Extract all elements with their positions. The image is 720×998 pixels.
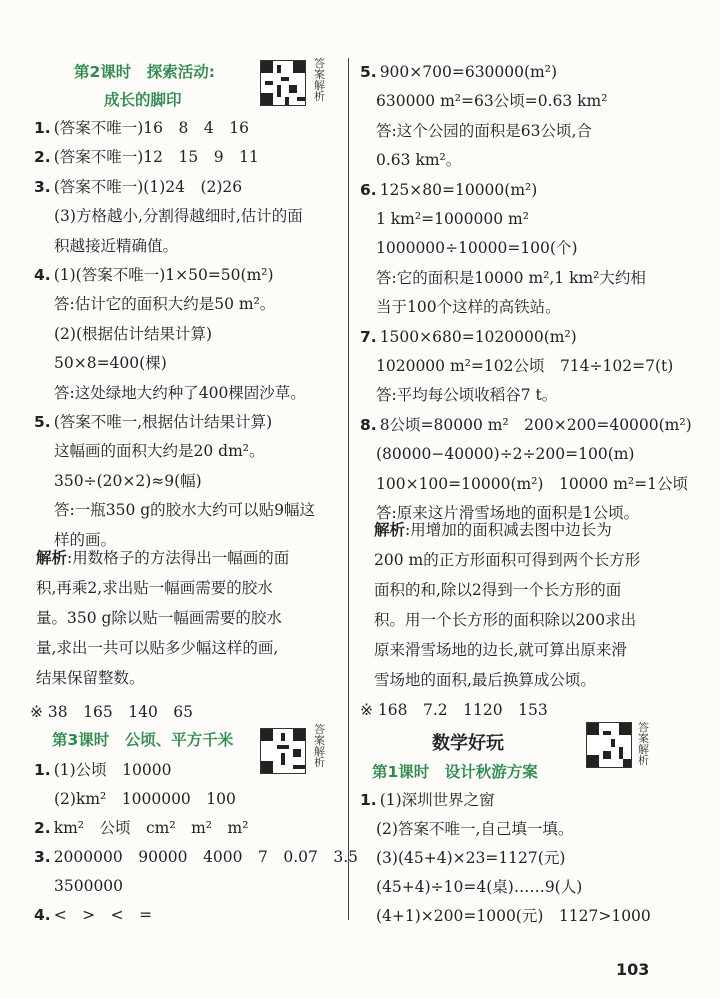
answer-text: 1 km²=1000000 m² bbox=[376, 210, 529, 228]
answer-line bbox=[54, 789, 236, 809]
answer-line-numbered bbox=[34, 118, 249, 138]
answer-line bbox=[54, 383, 306, 403]
jiexi-line: 量,求出一共可以贴多少幅这样的画, bbox=[36, 639, 279, 657]
qr-code-icon bbox=[260, 728, 306, 774]
answer-text: (2)(根据估计结果计算) bbox=[54, 324, 213, 343]
answer-line bbox=[376, 444, 634, 464]
answer-text: (3)方格越小,分割得越细时,估计的面 bbox=[54, 207, 303, 226]
answer-line-numbered bbox=[360, 790, 495, 810]
section-title: 数学好玩 bbox=[432, 733, 504, 754]
answer-line-numbered bbox=[34, 177, 242, 197]
answer-text: 积越接近精确值。 bbox=[54, 236, 179, 255]
answer-text: 当于100个这样的高铁站。 bbox=[376, 298, 561, 317]
answer-line bbox=[376, 877, 582, 897]
answer-line bbox=[376, 906, 651, 926]
answer-text: < > < = bbox=[53, 906, 153, 924]
question-number: 7. bbox=[360, 327, 377, 346]
answer-text: 1500×680=1020000(m²) bbox=[379, 327, 577, 346]
answer-line bbox=[54, 471, 202, 491]
answer-line-numbered bbox=[34, 818, 248, 838]
answer-text: (1)公顷 10000 bbox=[53, 761, 172, 779]
answer-text: 350÷(20×2)≈9(幅) bbox=[54, 471, 202, 490]
answer-text: (答案不唯一)16 8 4 16 bbox=[53, 119, 249, 137]
jiexi-line: 解析:用数格子的方法得出一幅画的面 bbox=[36, 549, 290, 567]
question-number: 2. bbox=[34, 148, 51, 167]
answer-line bbox=[54, 324, 212, 344]
jiexi-line: 雪场地的面积,最后换算成公顷。 bbox=[374, 671, 596, 689]
answer-line bbox=[376, 474, 688, 494]
answer-text: (45+4)÷10=4(桌)……9(人) bbox=[376, 878, 583, 896]
answer-text: (80000−40000)÷2÷200=100(m) bbox=[376, 445, 635, 464]
question-number: 4. bbox=[34, 266, 51, 284]
answer-line bbox=[376, 848, 565, 868]
answer-text: 3500000 bbox=[54, 877, 124, 895]
answer-text: (2)km² 1000000 100 bbox=[54, 790, 236, 808]
answer-text: 样的画。 bbox=[54, 530, 117, 549]
answer-line bbox=[376, 209, 529, 229]
answer-text: 答:一瓶350 g的胶水大约可以贴9幅这 bbox=[54, 501, 316, 520]
answer-line bbox=[54, 353, 167, 373]
answer-text: 答:这个公园的面积是63公顷,合 bbox=[376, 121, 592, 140]
answer-text: (2)答案不唯一,自己填一填。 bbox=[376, 820, 574, 838]
answer-text: 630000 m²=63公顷=0.63 km² bbox=[376, 92, 608, 111]
answer-line-numbered bbox=[34, 760, 171, 780]
answer-text: 1000000÷10000=100(个) bbox=[376, 239, 578, 258]
answer-line bbox=[54, 441, 265, 461]
answer-line bbox=[54, 530, 116, 550]
jiexi-line: 面积的和,除以2得到一个长方形的面 bbox=[374, 581, 622, 599]
column-divider bbox=[348, 58, 349, 920]
jiexi-line: 结果保留整数。 bbox=[36, 669, 145, 687]
answer-line bbox=[376, 238, 578, 258]
answer-line-numbered bbox=[360, 180, 537, 200]
jiexi-line: 原来滑雪场地的边长,就可算出原来滑 bbox=[374, 641, 627, 659]
question-number: 6. bbox=[360, 180, 377, 199]
lesson-heading: 第2课时 探索活动: bbox=[74, 63, 215, 81]
question-number: 3. bbox=[34, 177, 51, 196]
answer-line bbox=[376, 150, 461, 170]
answer-line bbox=[376, 268, 646, 288]
question-number: 1. bbox=[34, 761, 51, 779]
question-number: 1. bbox=[360, 791, 377, 809]
qr-code-icon bbox=[260, 60, 306, 106]
answer-text: 8公顷=80000 m² 200×200=40000(m²) bbox=[379, 415, 692, 434]
page-number: 103 bbox=[616, 960, 650, 979]
answer-text: 这幅画的面积大约是20 dm²。 bbox=[54, 442, 265, 461]
answer-line-numbered bbox=[360, 415, 692, 435]
answer-text: 0.63 km²。 bbox=[376, 151, 462, 170]
jiexi-line: 200 m的正方形面积可得到两个长方形 bbox=[374, 551, 641, 569]
answer-line-numbered bbox=[34, 905, 152, 925]
answer-line bbox=[376, 91, 607, 111]
answer-line bbox=[376, 356, 673, 376]
answer-text: 100×100=10000(m²) 10000 m²=1公顷 bbox=[376, 474, 688, 493]
answer-line-numbered bbox=[34, 412, 272, 432]
answer-text: (答案不唯一,根据估计结果计算) bbox=[53, 413, 273, 431]
answer-text: (3)(45+4)×23=1127(元) bbox=[376, 849, 566, 867]
answer-line-numbered bbox=[34, 147, 259, 167]
jiexi-line: 积,再乘2,求出贴一幅画需要的胶水 bbox=[36, 579, 273, 597]
extra-answers: ※ 168 7.2 1120 153 bbox=[360, 701, 548, 719]
answer-line bbox=[376, 819, 573, 839]
jiexi-line: 积。用一个长方形的面积除以200求出 bbox=[374, 611, 637, 629]
qr-label: 答案解析 bbox=[314, 723, 325, 769]
answer-text: 答:估计它的面积大约是50 m²。 bbox=[54, 295, 276, 314]
answer-line bbox=[54, 236, 178, 256]
answer-text: 答:原来这片滑雪场地的面积是1公顷。 bbox=[376, 504, 640, 522]
answer-text: 900×700=630000(m²) bbox=[379, 63, 558, 81]
answer-line bbox=[376, 121, 592, 141]
question-number: 2. bbox=[34, 819, 51, 837]
question-number: 1. bbox=[34, 119, 51, 137]
answer-text: 125×80=10000(m²) bbox=[379, 180, 538, 199]
answer-line-numbered bbox=[360, 327, 577, 347]
answer-text: (4+1)×200=1000(元) 1127>1000 bbox=[376, 907, 651, 925]
answer-line-numbered bbox=[34, 847, 358, 867]
answer-text: (1)深圳世界之窗 bbox=[379, 791, 495, 809]
answer-line bbox=[54, 294, 275, 314]
extra-answers: ※ 38 165 140 65 bbox=[30, 703, 194, 721]
answer-text: 答:这处绿地大约种了400棵固沙草。 bbox=[54, 383, 306, 402]
answer-text: 1020000 m²=102公顷 714÷102=7(t) bbox=[376, 357, 674, 375]
lesson-heading: 第1课时 设计秋游方案 bbox=[372, 763, 538, 781]
answer-line bbox=[376, 297, 561, 317]
answer-line-numbered bbox=[360, 62, 557, 82]
answer-text: 答:平均每公顷收稻谷7 t。 bbox=[376, 386, 558, 405]
jiexi-line: 解析:用增加的面积减去图中边长为 bbox=[374, 521, 612, 539]
answer-line bbox=[54, 206, 303, 226]
answer-text: 2000000 90000 4000 7 0.07 3.5 bbox=[53, 848, 358, 866]
answer-line bbox=[54, 876, 123, 896]
qr-label: 答案解析 bbox=[638, 721, 649, 767]
answer-text: 50×8=400(棵) bbox=[54, 354, 167, 373]
answer-line bbox=[376, 385, 557, 405]
question-number: 3. bbox=[34, 848, 51, 866]
answer-text: (1)(答案不唯一)1×50=50(m²) bbox=[53, 266, 274, 284]
question-number: 5. bbox=[360, 63, 377, 81]
question-number: 8. bbox=[360, 415, 377, 434]
jiexi-line: 量。350 g除以贴一幅画需要的胶水 bbox=[36, 609, 282, 627]
answer-line-numbered bbox=[34, 265, 274, 285]
answer-text: km² 公顷 cm² m² m² bbox=[53, 819, 249, 837]
answer-text: (答案不唯一)12 15 9 11 bbox=[53, 148, 259, 167]
question-number: 4. bbox=[34, 906, 51, 924]
qr-label: 答案解析 bbox=[314, 57, 325, 103]
question-number: 5. bbox=[34, 413, 51, 431]
answer-text: (答案不唯一)(1)24 (2)26 bbox=[53, 177, 243, 196]
answer-line bbox=[54, 500, 315, 520]
lesson-subheading: 成长的脚印 bbox=[104, 91, 182, 109]
lesson-heading: 第3课时 公顷、平方千米 bbox=[52, 731, 234, 749]
qr-code-icon bbox=[586, 722, 632, 768]
answer-text: 答:它的面积是10000 m²,1 km²大约相 bbox=[376, 268, 646, 287]
